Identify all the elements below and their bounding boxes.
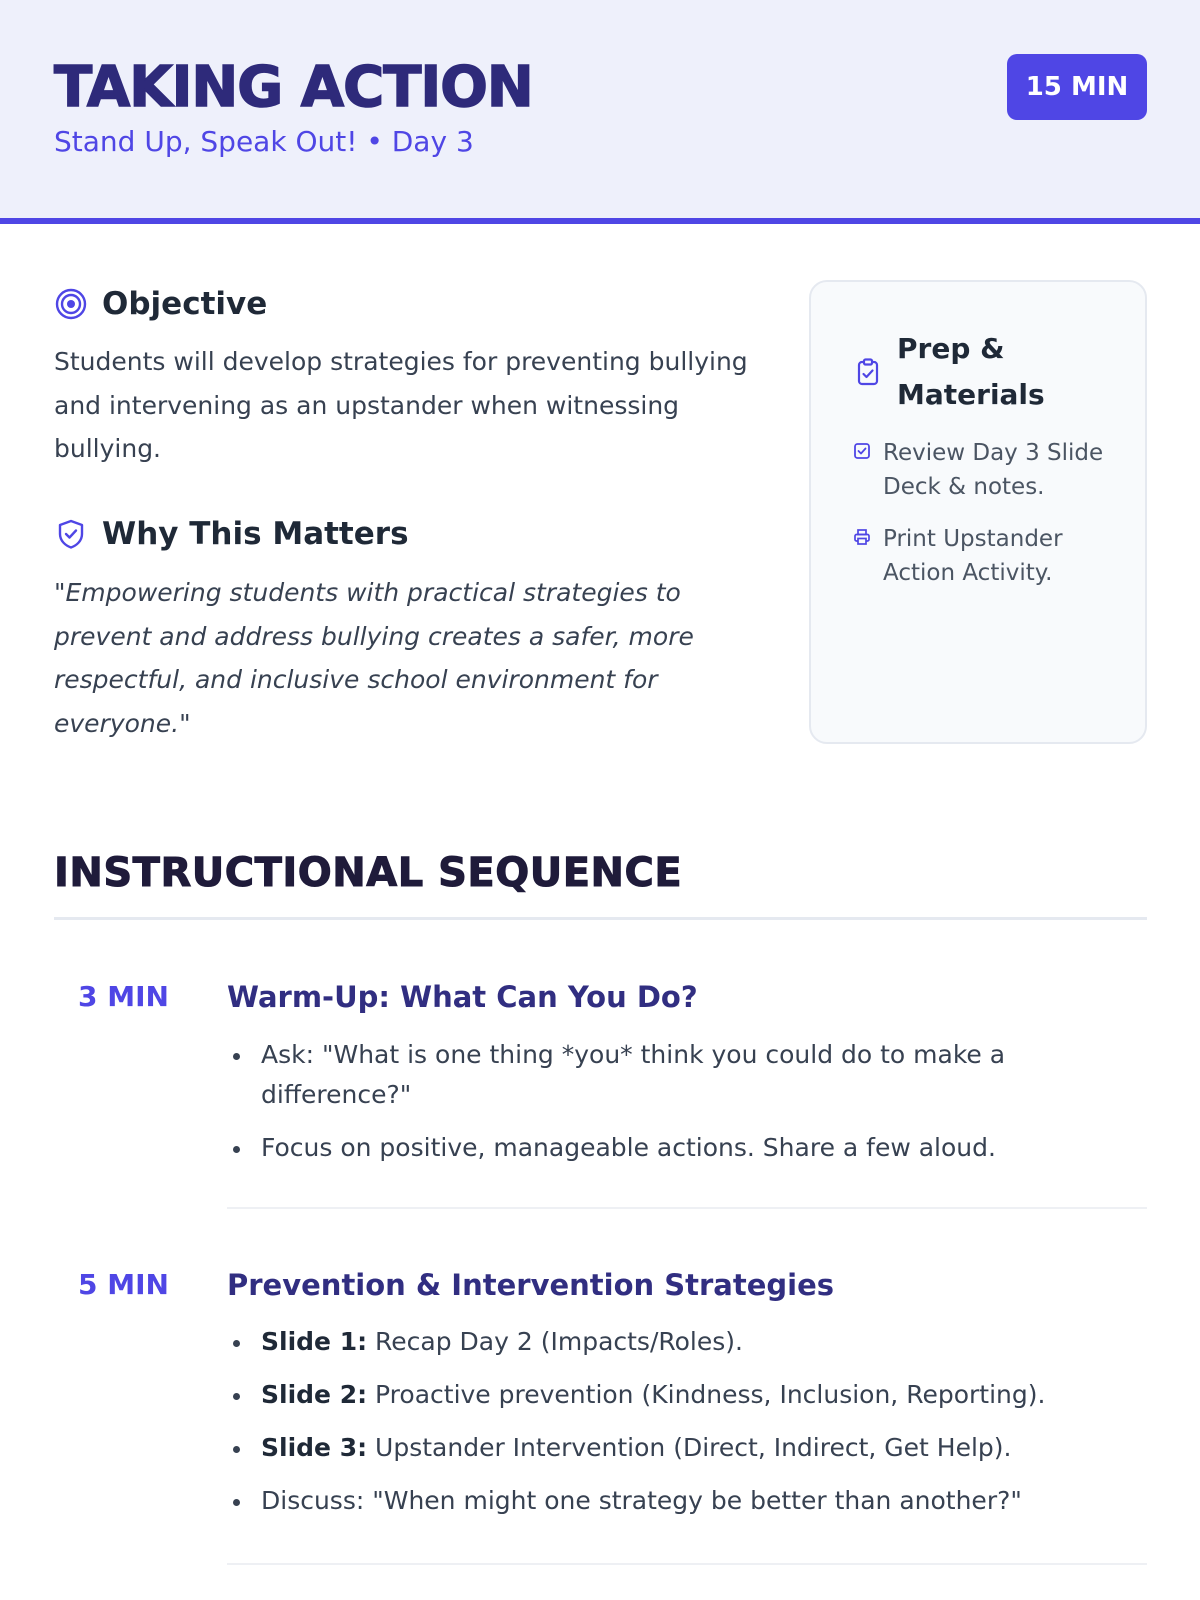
list-item: Slide 2: Proactive prevention (Kindness, Inclusion, Reporting). [227,1375,1107,1415]
objective-heading [54,286,267,322]
step-title: Prevention & Intervention Strategies [227,1268,835,1302]
divider [227,1563,1147,1565]
list-item: Slide 3: Upstander Intervention (Direct, Indirect, Get Help). [227,1428,1107,1468]
list-item: Discuss: "When might one strategy be better than another?" [227,1481,1107,1521]
prep-item [853,522,1113,590]
lesson-header [0,0,1200,224]
printer-icon [853,528,871,546]
page-title: TAKING ACTION [54,55,533,120]
step-duration: 5 MIN [78,1268,169,1301]
checkbox-icon [853,442,871,460]
shield-check-icon [54,517,88,551]
objective-text: Students will develop strategies for preventing bullying and intervening as an upstander when witnessing bullying. [54,347,748,463]
sequence-heading: INSTRUCTIONAL SEQUENCE [54,850,683,896]
why-quote: "Empowering students with practical strategies to prevent and address bullying creates a safer, more respectful, and inclusive school environment for everyone." [54,578,694,738]
step-bullets [227,1035,1107,1181]
why-heading [54,516,409,552]
prep-item-text: Print Upstander Action Activity. [883,526,1063,586]
page-subtitle: Stand Up, Speak Out! • Day 3 [54,125,474,158]
objective-label: Objective [102,286,268,322]
list-item: Slide 1: Recap Day 2 (Impacts/Roles). [227,1322,1107,1362]
prep-materials-card [809,280,1147,744]
prep-item-text: Review Day 3 Slide Deck & notes. [883,440,1104,500]
list-item: Focus on positive, manageable actions. Share a few aloud. [227,1128,1107,1168]
step-duration: 3 MIN [78,980,169,1013]
duration-badge: 15 MIN [1007,54,1147,120]
divider [54,917,1147,920]
prep-label: Prep & Materials [897,332,1045,411]
prep-heading [853,326,1127,418]
why-label: Why This Matters [102,516,409,552]
target-icon [54,287,88,321]
list-item: Ask: "What is one thing *you* think you could do to make a difference?" [227,1035,1107,1115]
clipboard-check-icon [853,357,883,387]
step-bullets [227,1322,1107,1534]
divider [227,1207,1147,1209]
prep-item [853,436,1113,504]
step-title: Warm-Up: What Can You Do? [227,980,698,1014]
